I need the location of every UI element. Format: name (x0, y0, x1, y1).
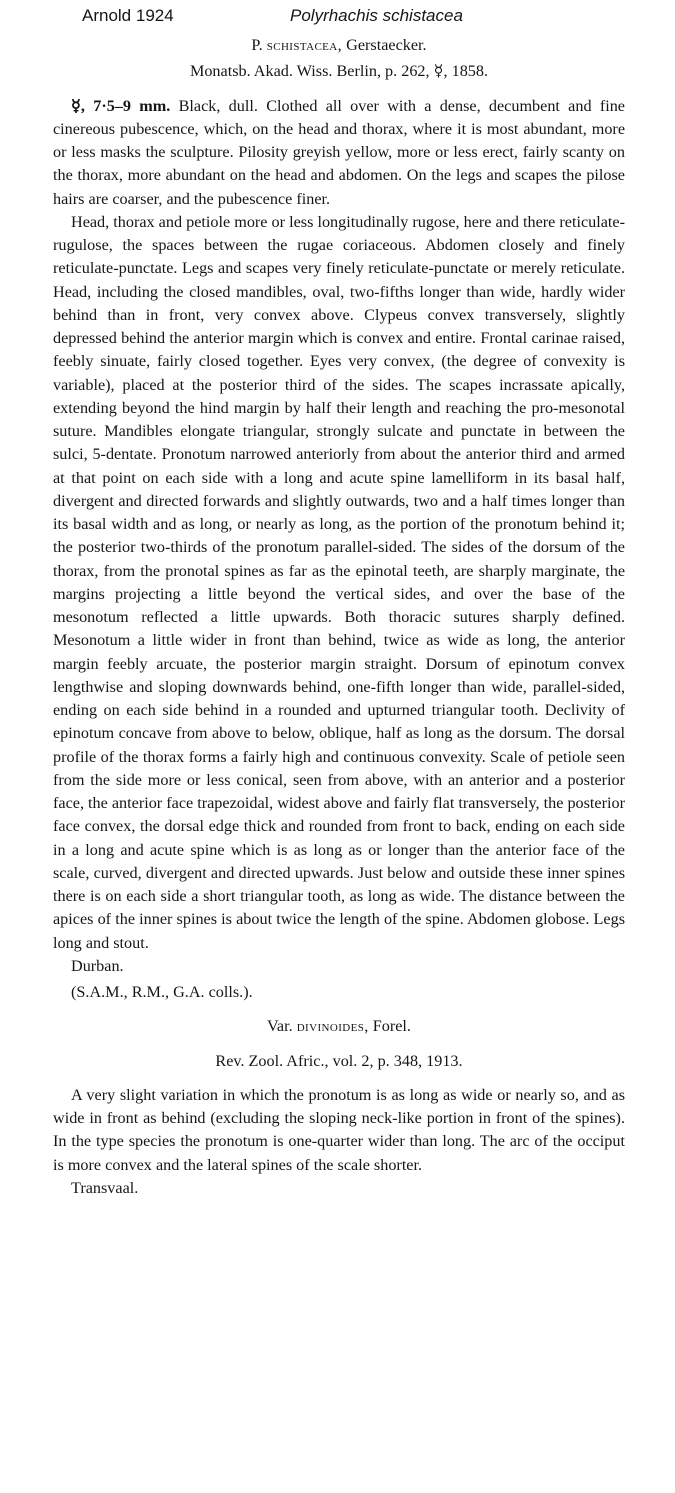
species-authority: Gerstaecker. (346, 36, 427, 54)
worker-size: ☿, 7·5–9 mm. (71, 96, 171, 115)
description-paragraph-2: Head, thorax and petiole more or less longitudinally rugose, here and there reticulate-rugulose, the spaces between the rugae coriaceous. Abdomen closely and finely reticulate-punctate. Legs and scapes very finely reticulate-punctate or merely reticulate. Head, including the closed mandibles, oval, two-fifths longer than wide, hardly wider behind than in front, very convex above. Clypeus convex transversely, slightly depressed behind the anterior margin which is convex and entire. Frontal carinae raised, feebly sinuate, fairly closed together. Eyes very convex, (the degree of convexity is variable), placed at the posterior third of the sides. The scapes incrassate apically, extending beyond the hind margin by half their length and reaching the pro-mesonotal suture. Mandibles elongate triangular, strongly sulcate and punctate in between the sulci, 5-dentate. Pronotum narrowed anteriorly from about the anterior third and armed at that point on each side with a long and acute spine lamelliform in its basal half, divergent and directed forwards and slightly outwards, two and a half times longer than its basal width and as long, or nearly as long, as the portion of the pronotum behind it; the posterior two-thirds of the pronotum parallel-sided. The sides of the dorsum of the thorax, from the pronotal spines as far as the epinotal teeth, are sharply marginate, the margins projecting a little beyond the vertical sides, and over the base of the mesonotum reflected a little upwards. Both thoracic sutures sharply defined. Mesonotum a little wider in front than behind, twice as wide as long, the anterior margin feebly arcuate, the posterior margin straight. Dorsum of epinotum convex lengthwise and sloping downwards behind, one-fifth longer than wide, parallel-sided, ending on each side behind in a rounded and upturned triangular tooth. Declivity of epinotum concave from above to below, oblique, half as long as the dorsum. The dorsal profile of the thorax forms a fairly high and continuous convexity. Scale of petiole seen from the side more or less conical, seen from above, with an anterior and a posterior face, the anterior face trapezoidal, widest above and fairly flat transversely, the posterior face convex, the dorsal edge thick and rounded from front to back, ending on each side in a long and acute spine which is as long as or longer than the anterior face of the scale, curved, divergent and directed upwards. Just below and outside these inner spines there is on each side a short triangular tooth, as long as wide. The distance between the apices of the inner spines is about twice the length of the spine. Abdomen globose. Legs long and stout. (53, 212, 625, 952)
variety-authority: Forel. (372, 1017, 411, 1036)
species-heading (53, 34, 625, 57)
variety-description: A very slight variation in which the pronotum is as long as wide or nearly so, and as wide in front as behind (excluding the sloping neck-like portion in front of the spines). In the type species the pronotum is one-quarter wider than long. The arc of the occiput is more convex and the lateral spines of the scale shorter. (53, 1085, 625, 1174)
variety-heading (53, 1015, 625, 1038)
species-name: schistacea, (266, 36, 343, 54)
variety-locality: Transvaal. (71, 1178, 139, 1197)
page-header (0, 6, 675, 32)
header-author-year: Arnold 1924 (82, 6, 174, 25)
description-text-1: Black, dull. Clothed all over with a dense, decumbent and fine cinereous pubescence, which, on the head and thorax, where it is most abundant, more or less masks the sculpture. Pilosity greyish yellow, more or less erect, fairly scanty on the thorax, more abundant on the head and abdomen. On the legs and scapes the pilose hairs are coarser, and the pubescence finer. (53, 96, 625, 208)
variety-name: divinoides, (296, 1017, 369, 1036)
page-body (53, 34, 625, 1200)
collections: (S.A.M., R.M., G.A. colls.). (71, 983, 253, 1001)
locality: Durban. (71, 956, 124, 975)
header-species-name: Polyrhachis schistacea (290, 6, 463, 25)
variety-citation: Rev. Zool. Afric., vol. 2, p. 348, 1913. (215, 1051, 463, 1070)
species-abbrev: P. (251, 36, 263, 54)
species-citation: Monatsb. Akad. Wiss. Berlin, p. 262, ☿, 1858. (189, 62, 489, 81)
variety-prefix: Var. (267, 1017, 293, 1036)
description-paragraph-1 (53, 95, 625, 211)
